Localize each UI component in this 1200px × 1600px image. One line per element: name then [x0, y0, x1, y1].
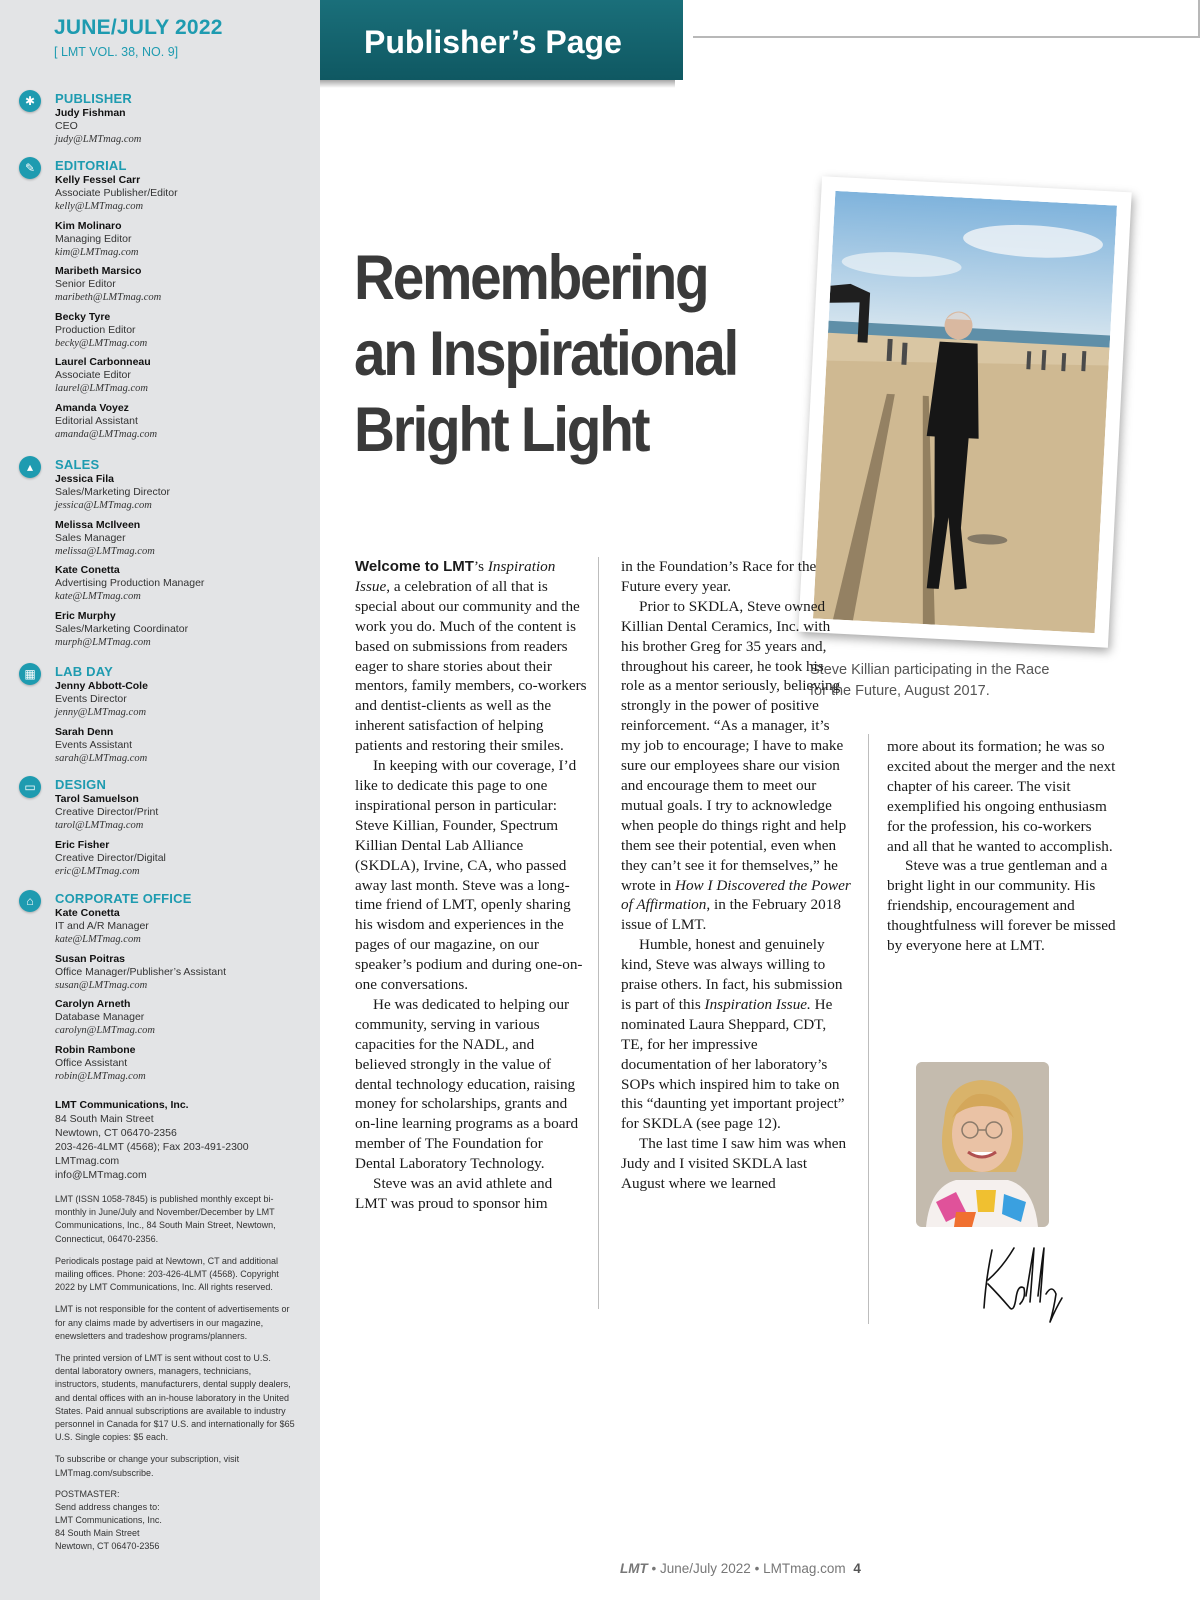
article-paragraph: Prior to SKDLA, Steve owned Killian Dental Ceramics, Inc. with his brother Greg for 35 years and, throughout his career, he took his role as a mentor seriously, believing strongly in the power of positive reinforcement. “As a manager, it’s my job to encourage; I have to make sure our employees share our vision and encourage them to meet our mutual goals. I try to acknowledge when people do things right and help them see their potential, even when they can’t see it for themselves,” he wrote in How I Discovered the Power of Affirmation, in the February 2018 issue of LMT. [621, 597, 851, 934]
footer-logo: LMT [620, 1561, 648, 1576]
staff-email[interactable]: kate@LMTmag.com [55, 934, 141, 945]
staff-entry: Maribeth Marsico Senior Editor maribeth@LMTmag.com [55, 265, 305, 311]
star-icon: ✱ [19, 90, 41, 112]
staff-entry: Melissa McIlveen Sales Manager melissa@LMTmag.com [55, 519, 305, 565]
author-portrait [916, 1062, 1049, 1227]
column-divider [868, 734, 869, 1324]
beach-race-photo [813, 191, 1117, 633]
article-headline: Remembering an Inspirational Bright Light [354, 243, 738, 465]
article-column-1 [355, 557, 587, 1214]
staff-entry: Jenny Abbott-Cole Events Director jenny@LMTmag.com [55, 680, 305, 726]
staff-email[interactable]: carolyn@LMTmag.com [55, 1025, 155, 1036]
calendar-icon: ▦ [19, 663, 41, 685]
staff-entry: Becky Tyre Production Editor becky@LMTmag.com [55, 311, 305, 357]
staff-email[interactable]: laurel@LMTmag.com [55, 383, 148, 394]
staff-entry: Susan Poitras Office Manager/Publisher’s Assistant susan@LMTmag.com [55, 953, 305, 999]
staff-email[interactable]: melissa@LMTmag.com [55, 545, 155, 557]
staff-email[interactable]: eric@LMTmag.com [55, 865, 140, 877]
company-email-link[interactable]: info@LMTmag.com [55, 1169, 147, 1181]
article-paragraph: more about its formation; he was so excited about the merger and the next chapter of his career. The visit exemplified his ongoing enthusiasm for the profession, his co-workers and all that he wanted to accomplish. [887, 738, 1116, 855]
page-footer: LMT • June/July 2022 • LMTmag.com 4 [620, 1561, 861, 1576]
staff-entry: Robin Rambone Office Assistant robin@LMTmag.com [55, 1044, 305, 1090]
staff-entry: Eric Murphy Sales/Marketing Coordinator murph@LMTmag.com [55, 610, 305, 656]
issue-volume: [ LMT VOL. 38, NO. 9] [54, 45, 179, 59]
article-paragraph: in the Foundation’s Race for the Future every year. [621, 558, 817, 595]
building-icon: ⌂ [19, 890, 41, 912]
staff-entry: Kim Molinaro Managing Editor kim@LMTmag.com [55, 220, 305, 266]
legal-notices: LMT (ISSN 1058-7845) is published monthly except bi-monthly in June/July and November/December by LMT Communications, Inc., 84 South Main Street, Newtown, Connecticut, 06470-2356. Periodicals postage paid at Newtown, CT and additional mailing offices. Phone: 203-426-4LMT (4568). Copyright 2022 by LMT Communications, Inc. All rights reserved. LMT is not responsible for the content of advertisements or for any claims made by advertisers in our magazine, enewsletters and tradeshow programs/planners. The printed version of LMT is sent without cost to U.S. dental laboratory owners, managers, technicians, instructors, students, manufacturers, dental supply dealers, and dental offices with an in-house laboratory in the United States. Paid annual subscriptions are available to industry personnel in Canada for $17 U.S. and internationally for $65 U.S. Single copies: $5 each. To subscribe or change your subscription, visit LMTmag.com/subscribe. [55, 1194, 295, 1478]
staff-entry: Kate Conetta IT and A/R Manager kate@LMTmag.com [55, 907, 305, 953]
staff-entry: Sarah Denn Events Assistant sarah@LMTmag.com [55, 726, 305, 772]
beach-race-illustration [813, 191, 1117, 633]
staff-email[interactable]: tarol@LMTmag.com [55, 820, 144, 831]
issue-date: JUNE/JULY 2022 [54, 16, 223, 39]
section-title: PUBLISHER [55, 91, 132, 106]
chart-icon: ▴ [19, 456, 41, 478]
section-header-title: Publisher’s Page [364, 24, 622, 60]
staff-entry: Tarol Samuelson Creative Director/Print tarol@LMTmag.com [55, 793, 305, 839]
staff-email[interactable]: kim@LMTmag.com [55, 246, 139, 258]
staff-entry: Laurel Carbonneau Associate Editor laurel@LMTmag.com [55, 356, 305, 402]
company-website-link[interactable]: LMTmag.com [55, 1155, 120, 1167]
staff-entry: Eric Fisher Creative Director/Digital eric@LMTmag.com [55, 839, 305, 885]
page-number: 4 [853, 1561, 861, 1576]
footer-website-link[interactable]: LMTmag.com [763, 1561, 846, 1576]
section-title: EDITORIAL [55, 158, 127, 173]
masthead-sidebar [0, 0, 320, 1600]
footer-issue: June/July 2022 [660, 1561, 751, 1576]
staff-email[interactable]: maribeth@LMTmag.com [55, 292, 162, 303]
article-column-3 [887, 737, 1117, 956]
article-paragraph: Welcome to LMT’s Inspiration Issue, a celebration of all that is special about our community and the work you do. Much of the content is based on submissions from readers eager to share stories about their mentors, family members, co-workers and dentist-clients as well as the inherent satisfaction of helping patients and restoring their smiles. [355, 558, 587, 755]
staff-entry: Kelly Fessel Carr Associate Publisher/Editor kelly@LMTmag.com [55, 174, 305, 220]
staff-entry: Carolyn Arneth Database Manager carolyn@LMTmag.com [55, 998, 305, 1044]
article-paragraph: The last time I saw him was when Judy and I visited SKDLA last August where we learned [621, 1135, 847, 1193]
column-divider [598, 557, 599, 1309]
company-address: LMT Communications, Inc. 84 South Main Street Newtown, CT 06470-2356 203-426-4LMT (4568); Fax 203-491-2300 LMTmag.com info@LMTmag.com [55, 1098, 305, 1182]
header-shadow [320, 80, 675, 88]
author-signature [980, 1238, 1090, 1328]
staff-email[interactable]: amanda@LMTmag.com [55, 428, 158, 440]
staff-email[interactable]: robin@LMTmag.com [55, 1070, 146, 1082]
staff-email[interactable]: sarah@LMTmag.com [55, 752, 148, 764]
postmaster-notice: POSTMASTER: Send address changes to: LMT Communications, Inc. 84 South Main Street Newtown, CT 06470-2356 [55, 1489, 162, 1551]
section-title: LAB DAY [55, 664, 113, 679]
author-portrait-illustration [916, 1062, 1049, 1227]
section-title: DESIGN [55, 777, 107, 792]
section-title: SALES [55, 457, 100, 472]
staff-email[interactable]: jessica@LMTmag.com [55, 500, 152, 511]
staff-email[interactable]: kelly@LMTmag.com [55, 201, 144, 212]
staff-email[interactable]: jenny@LMTmag.com [55, 707, 147, 718]
article-paragraph: He was dedicated to helping our community, serving in various capacities for the NADL, and believed strongly in the value of dental technology education, raising money for scholarships, grants and on-line learning programs as a board member of The Foundation for Dental Laboratory Technology. [355, 995, 579, 1173]
staff-email[interactable]: becky@LMTmag.com [55, 337, 148, 349]
article-paragraph: In keeping with our coverage, I’d like to dedicate this page to one inspirational person in particular: Steve Killian, Founder, Spectrum Killian Dental Lab Alliance (SKDLA), Irvine, CA, who passed away last month. Steve was a long-time friend of LMT, openly sharing his wisdom and experiences in the pages of our magazine, on our speaker’s podium and during one-on-one conversations. [355, 757, 583, 994]
staff-entry: Judy Fishman CEO judy@LMTmag.com [55, 107, 305, 153]
article-column-2 [621, 557, 851, 1194]
staff-entry: Jessica Fila Sales/Marketing Director jessica@LMTmag.com [55, 473, 305, 519]
staff-entry: Kate Conetta Advertising Production Manager kate@LMTmag.com [55, 564, 305, 610]
photo-caption: Steve Killian participating in the Race for the Future, August 2017. [810, 662, 1050, 699]
article-paragraph: Humble, honest and genuinely kind, Steve was always willing to praise others. In fact, his submission is part of this Inspiration Issue. He nominated Laura Sheppard, CDT, TE, for her impressive documentation of her laboratory’s SOPs which inspired him to take on this “daunting yet important project” for SKDLA (see page 12). [621, 936, 845, 1133]
staff-email[interactable]: murph@LMTmag.com [55, 636, 151, 648]
header-rule [693, 36, 1200, 38]
article-paragraph: Steve was a true gentleman and a bright light in our community. His friendship, encouragement and thoughtfulness will forever be missed by everyone here at LMT. [887, 857, 1116, 955]
staff-email[interactable]: judy@LMTmag.com [55, 134, 142, 145]
article-paragraph: Steve was an avid athlete and LMT was proud to sponsor him [355, 1175, 553, 1212]
monitor-icon: ▭ [19, 776, 41, 798]
section-title: CORPORATE OFFICE [55, 891, 192, 906]
staff-email[interactable]: susan@LMTmag.com [55, 979, 148, 991]
pen-icon: ✎ [19, 157, 41, 179]
staff-entry: Amanda Voyez Editorial Assistant amanda@LMTmag.com [55, 402, 305, 448]
lead-in: Welcome to LMT [355, 558, 474, 575]
staff-email[interactable]: kate@LMTmag.com [55, 591, 141, 602]
